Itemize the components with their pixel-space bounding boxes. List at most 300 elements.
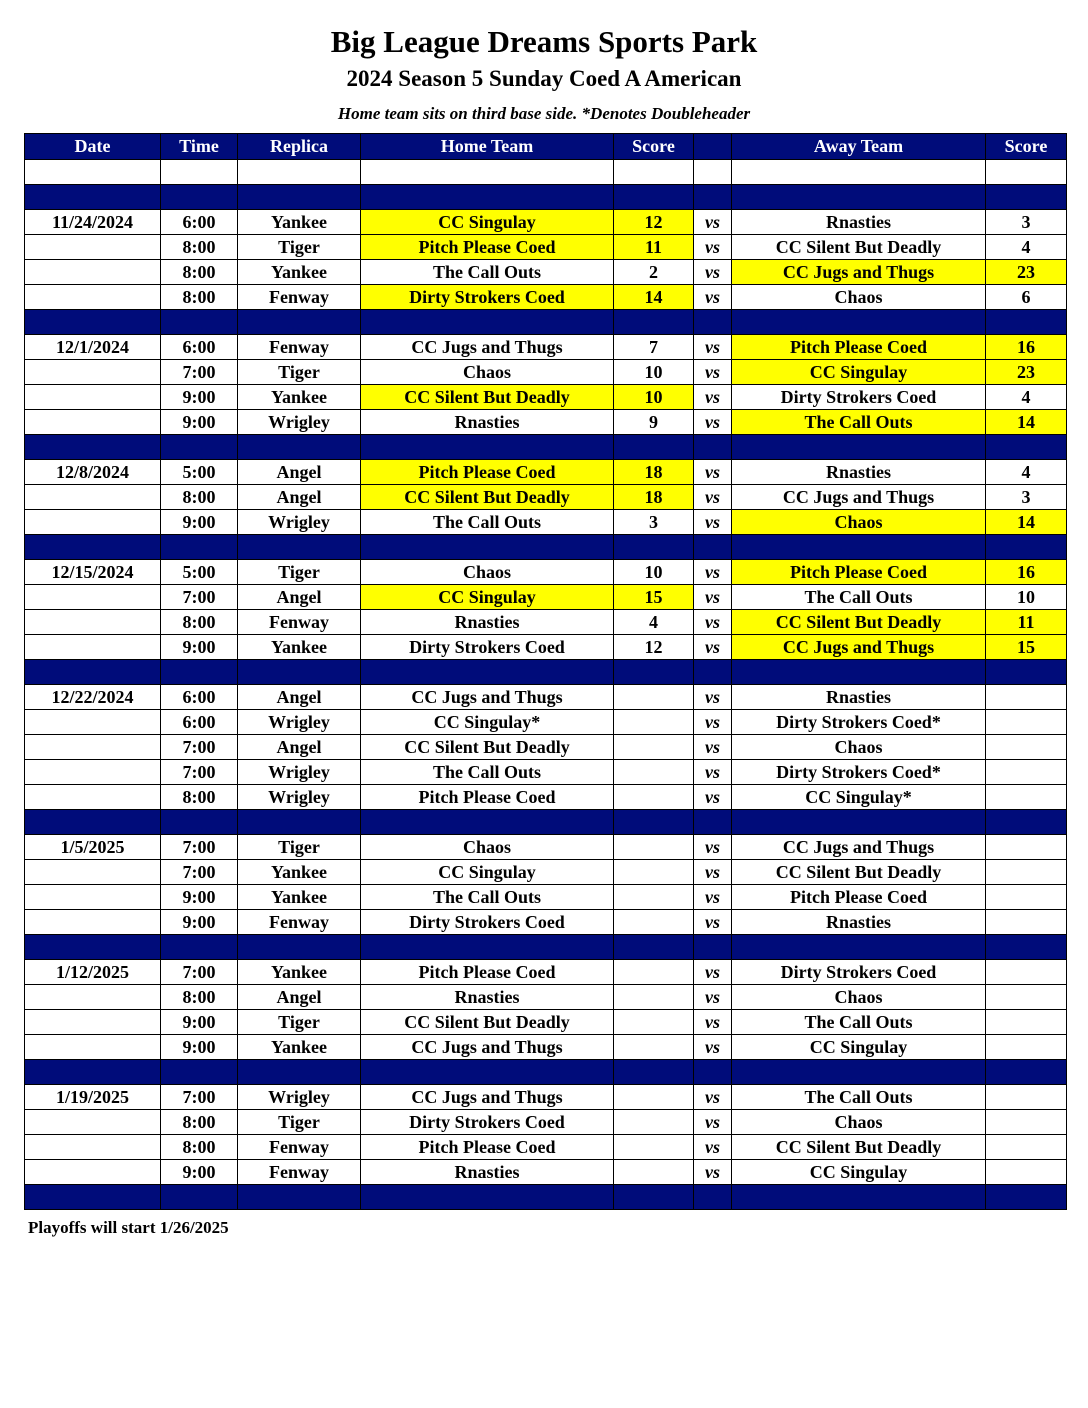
separator-cell (614, 185, 694, 210)
away-team-cell: CC Singulay (732, 1160, 986, 1185)
separator-cell (238, 935, 361, 960)
vs-label: vs (694, 610, 732, 635)
home-team-cell: CC Jugs and Thugs (361, 1035, 614, 1060)
replica-cell: Angel (238, 685, 361, 710)
home-team-cell: Pitch Please Coed (361, 960, 614, 985)
home-team-cell: Chaos (361, 835, 614, 860)
separator-cell (25, 1060, 161, 1085)
col-header-away-score: Score (986, 134, 1067, 160)
game-row (25, 710, 1067, 735)
away-score-cell: 23 (986, 260, 1067, 285)
separator-cell (694, 185, 732, 210)
separator-cell (161, 185, 238, 210)
separator-cell (161, 935, 238, 960)
separator-cell (732, 185, 986, 210)
away-team-cell: Pitch Please Coed (732, 560, 986, 585)
game-row (25, 210, 1067, 235)
away-score-cell (986, 1160, 1067, 1185)
vs-label: vs (694, 1035, 732, 1060)
home-team-cell: Pitch Please Coed (361, 235, 614, 260)
date-cell (25, 1110, 161, 1135)
separator-cell (238, 310, 361, 335)
blank-row (25, 160, 1067, 185)
home-team-cell: CC Singulay* (361, 710, 614, 735)
replica-cell: Tiger (238, 235, 361, 260)
vs-label: vs (694, 1160, 732, 1185)
separator-cell (986, 810, 1067, 835)
replica-cell: Yankee (238, 210, 361, 235)
game-row (25, 635, 1067, 660)
time-cell: 9:00 (161, 410, 238, 435)
date-cell: 12/22/2024 (25, 685, 161, 710)
time-cell: 7:00 (161, 835, 238, 860)
time-cell: 6:00 (161, 685, 238, 710)
time-cell: 8:00 (161, 1135, 238, 1160)
game-row (25, 410, 1067, 435)
home-score-cell (614, 1035, 694, 1060)
time-cell: 8:00 (161, 260, 238, 285)
home-team-cell: CC Silent But Deadly (361, 735, 614, 760)
time-cell: 7:00 (161, 585, 238, 610)
replica-cell: Yankee (238, 385, 361, 410)
away-score-cell (986, 835, 1067, 860)
date-cell (25, 710, 161, 735)
separator-cell (694, 310, 732, 335)
home-team-cell: CC Silent But Deadly (361, 385, 614, 410)
date-cell (25, 635, 161, 660)
away-team-cell: Rnasties (732, 460, 986, 485)
home-team-cell: CC Jugs and Thugs (361, 335, 614, 360)
date-cell (25, 510, 161, 535)
date-cell (25, 910, 161, 935)
separator-cell (238, 535, 361, 560)
separator-cell (614, 935, 694, 960)
col-header-home-score: Score (614, 134, 694, 160)
separator-cell (694, 1060, 732, 1085)
time-cell: 9:00 (161, 510, 238, 535)
home-score-cell: 18 (614, 460, 694, 485)
away-team-cell: Rnasties (732, 210, 986, 235)
separator-cell (986, 310, 1067, 335)
replica-cell: Tiger (238, 1010, 361, 1035)
replica-cell: Tiger (238, 835, 361, 860)
header-row (25, 134, 1067, 160)
away-score-cell (986, 960, 1067, 985)
vs-label: vs (694, 985, 732, 1010)
time-cell: 7:00 (161, 1085, 238, 1110)
time-cell: 9:00 (161, 1035, 238, 1060)
home-team-cell: The Call Outs (361, 885, 614, 910)
time-cell: 9:00 (161, 385, 238, 410)
game-row (25, 985, 1067, 1010)
separator-cell (25, 185, 161, 210)
separator-cell (732, 435, 986, 460)
week-separator-row (25, 435, 1067, 460)
time-cell: 9:00 (161, 1160, 238, 1185)
separator-cell (238, 435, 361, 460)
away-score-cell (986, 760, 1067, 785)
replica-cell: Fenway (238, 1135, 361, 1160)
away-score-cell (986, 1010, 1067, 1035)
game-row (25, 360, 1067, 385)
separator-cell (161, 535, 238, 560)
date-cell (25, 1135, 161, 1160)
away-score-cell: 10 (986, 585, 1067, 610)
separator-cell (161, 660, 238, 685)
home-team-cell: Rnasties (361, 610, 614, 635)
replica-cell: Fenway (238, 335, 361, 360)
col-header-replica: Replica (238, 134, 361, 160)
away-team-cell: Dirty Strokers Coed (732, 960, 986, 985)
game-row (25, 960, 1067, 985)
replica-cell: Wrigley (238, 510, 361, 535)
separator-cell (161, 310, 238, 335)
separator-cell (732, 810, 986, 835)
vs-label: vs (694, 1085, 732, 1110)
time-cell: 8:00 (161, 985, 238, 1010)
separator-cell (614, 535, 694, 560)
vs-label: vs (694, 835, 732, 860)
separator-cell (161, 435, 238, 460)
separator-cell (614, 660, 694, 685)
replica-cell: Tiger (238, 360, 361, 385)
home-score-cell (614, 960, 694, 985)
home-team-cell: Pitch Please Coed (361, 1135, 614, 1160)
week-separator-row (25, 935, 1067, 960)
separator-cell (238, 1185, 361, 1210)
vs-label: vs (694, 910, 732, 935)
home-score-cell: 7 (614, 335, 694, 360)
game-row (25, 285, 1067, 310)
separator-cell (361, 810, 614, 835)
vs-label: vs (694, 885, 732, 910)
home-team-cell: CC Silent But Deadly (361, 1010, 614, 1035)
home-score-cell: 3 (614, 510, 694, 535)
time-cell: 7:00 (161, 860, 238, 885)
home-team-cell: Pitch Please Coed (361, 460, 614, 485)
away-team-cell: The Call Outs (732, 410, 986, 435)
separator-cell (238, 810, 361, 835)
date-cell (25, 885, 161, 910)
time-cell: 7:00 (161, 360, 238, 385)
time-cell: 9:00 (161, 1010, 238, 1035)
home-team-cell: Pitch Please Coed (361, 785, 614, 810)
away-score-cell: 15 (986, 635, 1067, 660)
time-cell: 8:00 (161, 1110, 238, 1135)
time-cell: 7:00 (161, 735, 238, 760)
schedule-body (25, 160, 1067, 1210)
separator-cell (361, 535, 614, 560)
vs-label: vs (694, 260, 732, 285)
home-score-cell (614, 760, 694, 785)
separator-cell (732, 310, 986, 335)
replica-cell: Angel (238, 735, 361, 760)
home-team-cell: CC Singulay (361, 210, 614, 235)
time-cell: 8:00 (161, 235, 238, 260)
vs-label: vs (694, 960, 732, 985)
game-row (25, 860, 1067, 885)
vs-label: vs (694, 710, 732, 735)
away-team-cell: CC Silent But Deadly (732, 610, 986, 635)
game-row (25, 260, 1067, 285)
away-score-cell (986, 1085, 1067, 1110)
home-score-cell (614, 710, 694, 735)
separator-cell (361, 185, 614, 210)
game-row (25, 385, 1067, 410)
away-team-cell: CC Singulay (732, 1035, 986, 1060)
away-team-cell: CC Jugs and Thugs (732, 835, 986, 860)
separator-cell (361, 310, 614, 335)
vs-label: vs (694, 1010, 732, 1035)
date-cell (25, 610, 161, 635)
home-team-cell: Rnasties (361, 985, 614, 1010)
time-cell: 7:00 (161, 760, 238, 785)
col-header-date: Date (25, 134, 161, 160)
away-team-cell: Chaos (732, 735, 986, 760)
date-cell (25, 485, 161, 510)
date-cell (25, 585, 161, 610)
time-cell: 9:00 (161, 635, 238, 660)
replica-cell: Angel (238, 485, 361, 510)
home-score-cell (614, 1110, 694, 1135)
separator-cell (361, 435, 614, 460)
separator-cell (25, 435, 161, 460)
replica-cell: Angel (238, 460, 361, 485)
vs-label: vs (694, 335, 732, 360)
separator-cell (986, 435, 1067, 460)
date-cell: 1/19/2025 (25, 1085, 161, 1110)
home-team-cell: Rnasties (361, 1160, 614, 1185)
date-cell (25, 785, 161, 810)
playoffs-note: Playoffs will start 1/26/2025 (28, 1218, 229, 1237)
separator-cell (161, 810, 238, 835)
col-header-home-team: Home Team (361, 134, 614, 160)
date-cell: 1/5/2025 (25, 835, 161, 860)
date-cell: 1/12/2025 (25, 960, 161, 985)
home-score-cell: 2 (614, 260, 694, 285)
separator-cell (732, 935, 986, 960)
home-score-cell (614, 985, 694, 1010)
vs-label: vs (694, 360, 732, 385)
away-score-cell: 3 (986, 210, 1067, 235)
away-score-cell (986, 860, 1067, 885)
date-cell (25, 260, 161, 285)
game-row (25, 1010, 1067, 1035)
away-team-cell: Dirty Strokers Coed* (732, 760, 986, 785)
game-row (25, 910, 1067, 935)
separator-cell (25, 810, 161, 835)
vs-label: vs (694, 285, 732, 310)
home-score-cell: 10 (614, 360, 694, 385)
away-team-cell: Pitch Please Coed (732, 885, 986, 910)
separator-cell (25, 660, 161, 685)
home-team-cell: Dirty Strokers Coed (361, 1110, 614, 1135)
away-team-cell: Dirty Strokers Coed* (732, 710, 986, 735)
away-score-cell (986, 785, 1067, 810)
separator-cell (694, 535, 732, 560)
separator-cell (732, 1185, 986, 1210)
time-cell: 6:00 (161, 710, 238, 735)
home-team-cell: Dirty Strokers Coed (361, 910, 614, 935)
blank-cell (161, 160, 238, 185)
home-score-cell: 9 (614, 410, 694, 435)
separator-cell (361, 1060, 614, 1085)
date-cell: 12/8/2024 (25, 460, 161, 485)
game-row (25, 785, 1067, 810)
week-separator-row (25, 810, 1067, 835)
vs-label: vs (694, 1135, 732, 1160)
vs-label: vs (694, 235, 732, 260)
home-team-cell: CC Jugs and Thugs (361, 685, 614, 710)
home-score-cell: 10 (614, 560, 694, 585)
date-cell (25, 1035, 161, 1060)
home-team-cell: CC Singulay (361, 860, 614, 885)
date-cell: 12/15/2024 (25, 560, 161, 585)
week-separator-row (25, 185, 1067, 210)
home-team-cell: CC Singulay (361, 585, 614, 610)
separator-cell (986, 1060, 1067, 1085)
away-team-cell: The Call Outs (732, 1085, 986, 1110)
away-score-cell: 11 (986, 610, 1067, 635)
separator-cell (986, 185, 1067, 210)
time-cell: 5:00 (161, 560, 238, 585)
time-cell: 8:00 (161, 285, 238, 310)
away-score-cell: 6 (986, 285, 1067, 310)
separator-cell (161, 1060, 238, 1085)
page-note: Home team sits on third base side. *Denotes Doubleheader (337, 104, 751, 123)
week-separator-row (25, 1185, 1067, 1210)
game-row (25, 835, 1067, 860)
replica-cell: Fenway (238, 910, 361, 935)
separator-cell (614, 1060, 694, 1085)
home-score-cell (614, 910, 694, 935)
separator-cell (732, 660, 986, 685)
away-team-cell: CC Jugs and Thugs (732, 485, 986, 510)
col-header-time: Time (161, 134, 238, 160)
date-cell (25, 360, 161, 385)
home-score-cell: 12 (614, 635, 694, 660)
away-team-cell: The Call Outs (732, 585, 986, 610)
away-team-cell: CC Jugs and Thugs (732, 260, 986, 285)
home-score-cell (614, 1085, 694, 1110)
date-cell: 11/24/2024 (25, 210, 161, 235)
vs-label: vs (694, 735, 732, 760)
date-cell (25, 1010, 161, 1035)
date-cell (25, 985, 161, 1010)
home-team-cell: CC Jugs and Thugs (361, 1085, 614, 1110)
away-team-cell: Pitch Please Coed (732, 335, 986, 360)
game-row (25, 1160, 1067, 1185)
date-cell (25, 410, 161, 435)
time-cell: 6:00 (161, 335, 238, 360)
time-cell: 8:00 (161, 610, 238, 635)
date-cell (25, 760, 161, 785)
home-score-cell: 11 (614, 235, 694, 260)
home-score-cell: 15 (614, 585, 694, 610)
separator-cell (161, 1185, 238, 1210)
away-team-cell: CC Silent But Deadly (732, 235, 986, 260)
game-row (25, 760, 1067, 785)
date-cell: 12/1/2024 (25, 335, 161, 360)
home-score-cell (614, 1160, 694, 1185)
blank-cell (614, 160, 694, 185)
away-score-cell: 14 (986, 410, 1067, 435)
replica-cell: Wrigley (238, 1085, 361, 1110)
replica-cell: Yankee (238, 1035, 361, 1060)
page-subtitle: 2024 Season 5 Sunday Coed A American (346, 66, 742, 91)
away-team-cell: CC Silent But Deadly (732, 860, 986, 885)
away-score-cell: 16 (986, 560, 1067, 585)
separator-cell (986, 935, 1067, 960)
time-cell: 6:00 (161, 210, 238, 235)
week-separator-row (25, 310, 1067, 335)
date-cell (25, 735, 161, 760)
schedule-table (24, 133, 1067, 1210)
week-separator-row (25, 660, 1067, 685)
away-team-cell: Rnasties (732, 685, 986, 710)
home-score-cell: 14 (614, 285, 694, 310)
separator-cell (732, 535, 986, 560)
separator-cell (361, 1185, 614, 1210)
vs-label: vs (694, 460, 732, 485)
date-cell (25, 860, 161, 885)
home-score-cell (614, 1010, 694, 1035)
game-row (25, 735, 1067, 760)
separator-cell (238, 660, 361, 685)
game-row (25, 685, 1067, 710)
replica-cell: Yankee (238, 960, 361, 985)
home-score-cell: 4 (614, 610, 694, 635)
away-team-cell: Rnasties (732, 910, 986, 935)
separator-cell (25, 935, 161, 960)
home-team-cell: CC Silent But Deadly (361, 485, 614, 510)
week-separator-row (25, 535, 1067, 560)
game-row (25, 335, 1067, 360)
home-score-cell (614, 785, 694, 810)
time-cell: 5:00 (161, 460, 238, 485)
game-row (25, 460, 1067, 485)
separator-cell (238, 185, 361, 210)
blank-cell (361, 160, 614, 185)
home-score-cell: 18 (614, 485, 694, 510)
separator-cell (986, 1185, 1067, 1210)
replica-cell: Yankee (238, 860, 361, 885)
separator-cell (614, 1185, 694, 1210)
replica-cell: Angel (238, 985, 361, 1010)
away-score-cell: 14 (986, 510, 1067, 535)
game-row (25, 1035, 1067, 1060)
away-team-cell: CC Silent But Deadly (732, 1135, 986, 1160)
home-score-cell: 10 (614, 385, 694, 410)
away-team-cell: Dirty Strokers Coed (732, 385, 986, 410)
away-score-cell: 3 (986, 485, 1067, 510)
vs-label: vs (694, 560, 732, 585)
away-score-cell (986, 735, 1067, 760)
game-row (25, 485, 1067, 510)
separator-cell (361, 935, 614, 960)
vs-label: vs (694, 485, 732, 510)
separator-cell (614, 310, 694, 335)
away-score-cell (986, 1035, 1067, 1060)
col-header-vs (694, 134, 732, 160)
page-title: Big League Dreams Sports Park (330, 24, 758, 59)
separator-cell (238, 1060, 361, 1085)
vs-label: vs (694, 385, 732, 410)
separator-cell (694, 435, 732, 460)
vs-label: vs (694, 760, 732, 785)
home-score-cell: 12 (614, 210, 694, 235)
date-cell (25, 385, 161, 410)
